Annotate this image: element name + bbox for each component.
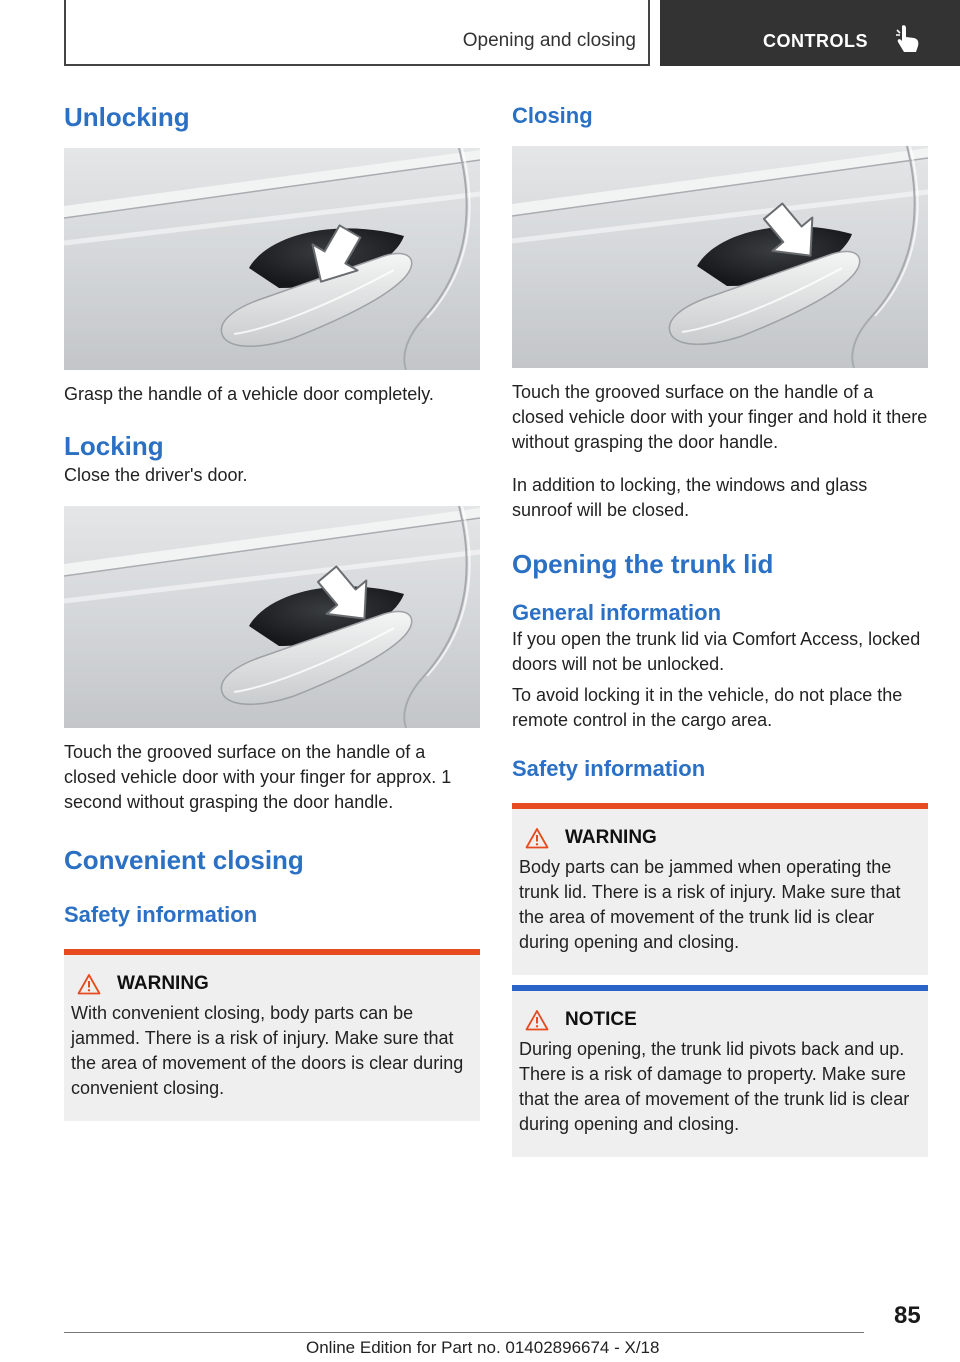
notice-title: NOTICE <box>565 1009 637 1030</box>
left-column <box>64 100 480 1121</box>
warning-text: Body parts can be jammed when operating the trunk lid. There is a risk of injury. Make sure that the area of movement of the trunk lid is clear during opening and closing. <box>519 857 901 952</box>
warning-triangle-icon <box>77 973 101 995</box>
locking-intro: Close the driver's door. <box>64 465 248 485</box>
notice-triangle-icon <box>525 1009 549 1031</box>
hand-pointer-icon <box>895 24 921 54</box>
convenient-warning-box <box>64 949 480 1121</box>
locking-door-handle-illustration <box>64 506 480 728</box>
header-chapter-label: CONTROLS <box>763 31 868 51</box>
trunk-warning-box <box>512 803 928 975</box>
trunk-safety-heading: Safety information <box>512 756 706 781</box>
header-section-box <box>64 0 650 66</box>
header-chapter-tab <box>660 0 960 66</box>
convenient-closing-heading: Convenient closing <box>64 845 304 875</box>
notice-text: During opening, the trunk lid pivots back and up. There is a risk of damage to property. Make sure that the area of movement of the trunk lid is clear during opening and closing. <box>519 1039 910 1134</box>
closing-heading: Closing <box>512 103 593 128</box>
header-section-title: Opening and closing <box>462 30 636 51</box>
trunk-notice-box <box>512 985 928 1157</box>
closing-caption: Touch the grooved surface on the handle of a closed vehicle door with your finger and hold it there without grasping the door handle. <box>512 382 928 452</box>
locking-heading: Locking <box>64 431 164 461</box>
unlocking-caption: Grasp the handle of a vehicle door completely. <box>64 384 434 404</box>
convenient-safety-heading: Safety information <box>64 902 258 927</box>
footer-divider <box>64 1332 864 1333</box>
footer-edition: Online Edition for Part no. 01402896674 - X/18 <box>306 1338 660 1357</box>
warning-title: WARNING <box>117 973 209 994</box>
page-number: 85 <box>894 1302 921 1329</box>
closing-extra: In addition to locking, the windows and glass sunroof will be closed. <box>512 475 868 520</box>
right-column <box>512 100 928 1157</box>
warning-title: WARNING <box>565 827 657 848</box>
unlocking-door-handle-illustration <box>64 148 480 370</box>
warning-text: With convenient closing, body parts can be jammed. There is a risk of injury. Make sure that the area of movement of the doors is clear during convenient closing. <box>71 1003 464 1098</box>
locking-caption: Touch the grooved surface on the handle of a closed vehicle door with your finger for approx. 1 second without grasping the door handle. <box>64 742 452 812</box>
warning-triangle-icon <box>525 827 549 849</box>
unlocking-heading: Unlocking <box>64 102 190 132</box>
general-info-p2: To avoid locking it in the vehicle, do not place the remote control in the cargo area. <box>512 685 903 730</box>
trunk-heading: Opening the trunk lid <box>512 549 774 579</box>
general-info-heading: General information <box>512 600 722 625</box>
general-info-p1: If you open the trunk lid via Comfort Access, locked doors will not be unlocked. <box>512 629 921 674</box>
closing-door-handle-illustration <box>512 146 928 368</box>
